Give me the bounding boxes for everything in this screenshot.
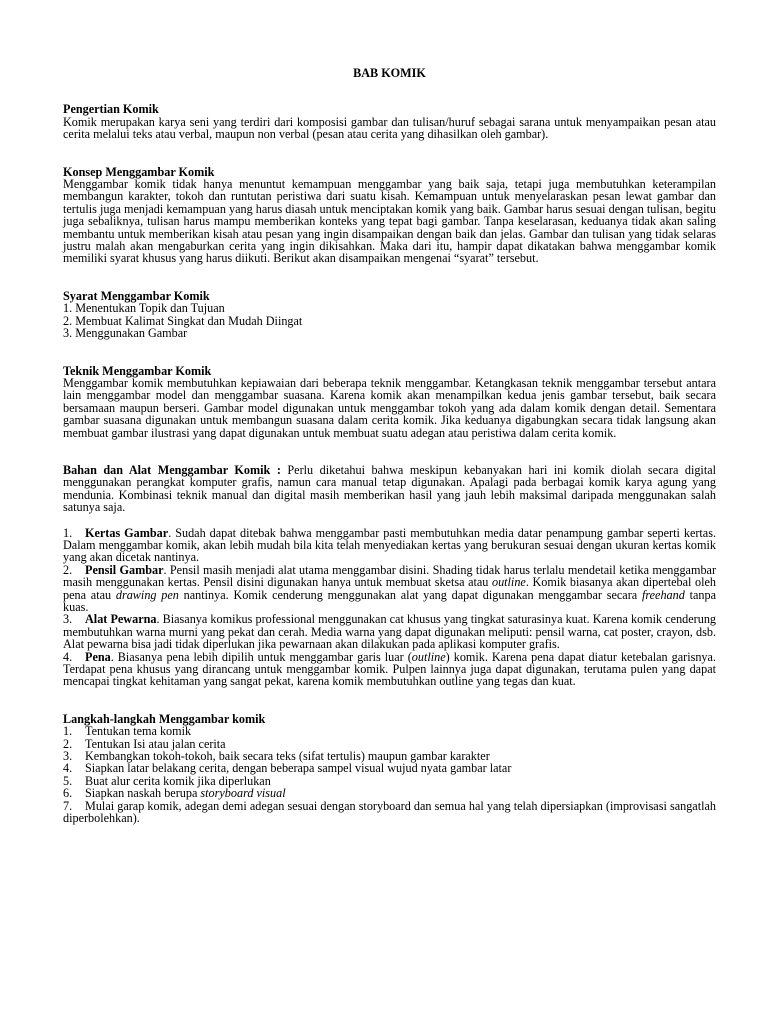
section-heading: Konsep Menggambar Komik xyxy=(63,164,215,179)
list-item: 6. Siapkan naskah berupa storyboard visual xyxy=(63,786,286,801)
section-heading: Teknik Menggambar Komik xyxy=(63,363,212,378)
section-heading: Pengertian Komik xyxy=(63,102,159,117)
section-langkah xyxy=(63,713,716,825)
section-heading: Syarat Menggambar Komik xyxy=(63,288,210,303)
list-item: 2. Membuat Kalimat Singkat dan Mudah Diingat xyxy=(63,313,303,328)
section-heading: Langkah-langkah Menggambar komik xyxy=(63,711,266,726)
section-bahan xyxy=(63,464,716,688)
document-content xyxy=(63,67,716,825)
list-item: 1. Tentukan tema komik xyxy=(63,724,192,739)
section-paragraph: Menggambar komik tidak hanya menuntut kemampuan menggambar yang baik saja, tetapi juga membutuhkan keterampilan membangun karakter, tokoh dan runtutan peristiwa dari suatu kisah. Kemampuan untuk menyelaraskan pesan lewat gambar dan tertulis juga menjadi kemampuan yang harus diasah untuk menciptakan komik yang baik. Gambar harus sesuai dengan tulisan, begitu juga sebaliknya, tulisan harus mampu memberikan konteks yang tepat bagi gambar. Tanpa keselarasan, keduanya tidak akan saling membantu untuk memberikan kisah atau pesan yang ingin disampaikan dengan baik dan jelas. Gambar dan tulisan yang tidak selaras justru malah akan mengaburkan cerita yang ingin dikisahkan. Maka dari itu, hampir dapat dikatakan bahwa menggambar komik memiliki syarat khusus yang harus diikuti. Berikut akan disampaikan mengenai “syarat” tersebut. xyxy=(63,177,716,266)
list-item: 2. Tentukan Isi atau jalan cerita xyxy=(63,736,226,751)
material-item-kertas: 1. Kertas Gambar. Sudah dapat ditebak bahwa menggambar pasti membutuhkan media datar penampung gambar seperti kertas. Dalam menggambar komik, akan lebih mudah bila kita telah menyediakan kertas yang berukuran sesuai dengan ukuran kertas komik yang akan dicetak nantinya. xyxy=(63,525,716,565)
section-konsep xyxy=(63,166,716,265)
list-item: 1. Menentukan Topik dan Tujuan xyxy=(63,301,225,316)
list-item: 7. Mulai garap komik, adegan demi adegan sesuai dengan storyboard dan semua hal yang telah dipersiapkan (improvisasi sangatlah diperbolehkan). xyxy=(63,798,716,826)
list-item: 3. Menggunakan Gambar xyxy=(63,326,188,341)
material-item-pewarna: 3. Alat Pewarna. Biasanya komikus professional menggunakan cat khusus yang tingkat saturasinya kuat. Karena komik cenderung membutuhkan warna murni yang pekat dan cerah. Media warna yang dapat digunakan meliputi: pensil warna, cat poster, crayon, dsb. Alat pewarna bisa jadi tidak diperlukan jika pewarnaan akan dilakukan pada aplikasi komputer grafis. xyxy=(63,612,717,652)
material-item-pena: 4. Pena. Biasanya pena lebih dipilih untuk menggambar garis luar (outline) komik. Karena pena dapat diatur ketebalan garisnya. Terdapat pena khusus yang dirancang untuk menggambar komik. Pulpen lainnya juga dapat digunakan, terutama pulen yang dapat mencapai tingkat kehitaman yang sangat pekat, karena komik membutuhkan outline yang tegas dan kuat. xyxy=(63,649,716,689)
list-item: 4. Siapkan latar belakang cerita, dengan beberapa sampel visual wujud nyata gambar latar xyxy=(63,761,512,776)
section-paragraph: Komik merupakan karya seni yang terdiri dari komposisi gambar dan tulisan/huruf sebagai sarana untuk menyampaikan pesan atau cerita melalui teks atau verbal, maupun non verbal (pesan atau cerita yang dihasilkan oleh gambar). xyxy=(63,114,716,142)
section-teknik xyxy=(63,365,716,439)
list-item: 3. Kembangkan tokoh-tokoh, baik secara teks (sifat tertulis) maupun gambar karakter xyxy=(63,749,490,764)
page-title: BAB KOMIK xyxy=(353,66,426,80)
section-paragraph: Menggambar komik membutuhkan kepiawaian dari beberapa teknik menggambar. Ketangkasan teknik menggambar tersebut antara lain menggambar model dan menggambar suasana. Karena komik akan menampilkan kedua jenis gambar tersebut, baik secara bersamaan maupun berseri. Gambar model digunakan untuk menggambar tokoh yang ada dalam komik dengan detail. Sementara gambar suasana digunakan untuk membangun suasana dalam cerita komik. Jika keduanya digabungkan secara tidak langsung akan membuat gambar ilustrasi yang dapat digunakan untuk membuat suatu adegan atau peristiwa dalam cerita komik. xyxy=(63,375,716,440)
list-item: 5. Buat alur cerita komik jika diperlukan xyxy=(63,773,271,788)
section-syarat xyxy=(63,290,716,340)
section-pengertian xyxy=(63,103,716,140)
section-paragraph: Bahan dan Alat Menggambar Komik : Perlu diketahui bahwa meskipun kebanyakan hari ini komik diolah secara digital menggunakan perangkat komputer grafis, namun cara manual tetap digunakan. Apalagi pada berbagai komik karya agung yang mendunia. Kombinasi teknik manual dan digital masih memberikan hasil yang jauh lebih maksimal daripada menggunakan salah satunya saja. xyxy=(63,462,717,515)
section-heading: Bahan dan Alat Menggambar Komik : xyxy=(63,462,281,477)
material-item-pensil: 2. Pensil Gambar. Pensil masih menjadi alat utama menggambar disini. Shading tidak harus terlalu mendetail ketika menggambar masih menggunakan kertas. Pensil disini digunakan hanya untuk membuat sketsa atau outline. Komik biasanya akan dipertebal oleh pena atau drawing pen nantinya. Komik cenderung menggunakan alat yang dapat digunakan menggambar secara freehand tanpa kuas. xyxy=(63,562,717,614)
